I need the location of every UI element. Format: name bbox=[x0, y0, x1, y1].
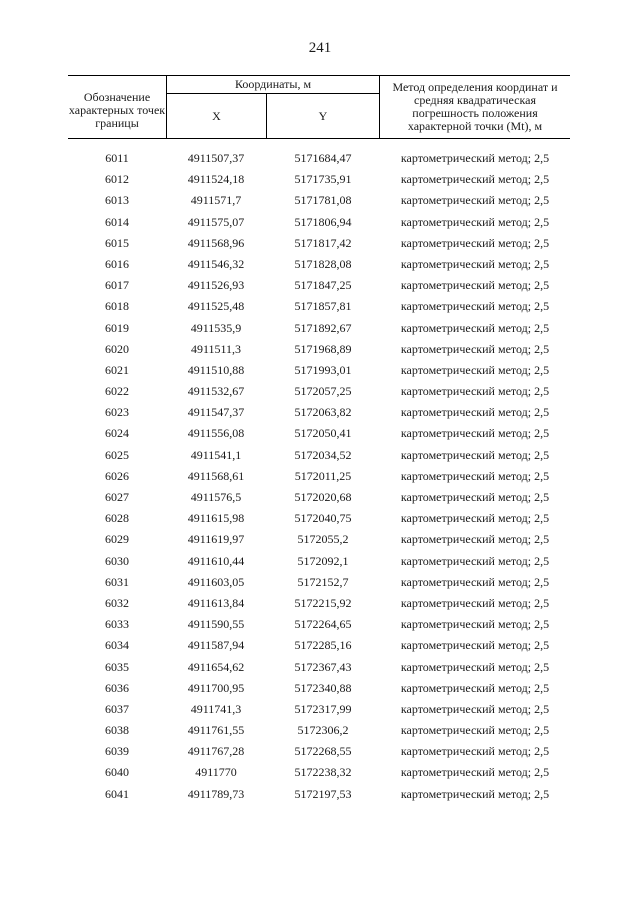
row-x: 4911654,62 bbox=[187, 659, 245, 674]
row-method: картометрический метод; 2,5 bbox=[400, 214, 550, 229]
row-method: картометрический метод; 2,5 bbox=[400, 468, 550, 483]
row-point: 6030 bbox=[105, 553, 129, 568]
header-method-label: Метод определения координат и средняя квадратическая погрешность положения характерной точки (Mt), м bbox=[392, 80, 558, 133]
table-row bbox=[68, 657, 570, 678]
row-x: 4911767,28 bbox=[187, 744, 245, 759]
row-x: 4911571,7 bbox=[190, 193, 242, 208]
table-header bbox=[68, 75, 570, 139]
table-row bbox=[68, 212, 570, 233]
row-method: картометрический метод; 2,5 bbox=[400, 744, 550, 759]
table-row bbox=[68, 360, 570, 381]
row-y: 5171828,08 bbox=[294, 256, 352, 271]
row-point: 6036 bbox=[105, 680, 129, 695]
table-row bbox=[68, 572, 570, 593]
row-method: картометрический метод; 2,5 bbox=[400, 256, 550, 271]
table-row bbox=[68, 593, 570, 614]
row-method: картометрический метод; 2,5 bbox=[400, 765, 550, 780]
table-row bbox=[68, 381, 570, 402]
row-y: 5172057,25 bbox=[294, 384, 352, 399]
header-point-label: Обозначение характерных точек границы bbox=[68, 89, 166, 130]
row-method: картометрический метод; 2,5 bbox=[400, 595, 550, 610]
row-method: картометрический метод; 2,5 bbox=[400, 426, 550, 441]
row-method: картометрический метод; 2,5 bbox=[400, 447, 550, 462]
row-point: 6019 bbox=[105, 320, 129, 335]
row-x: 4911590,55 bbox=[187, 617, 245, 632]
row-method: картометрический метод; 2,5 bbox=[400, 532, 550, 547]
table-row bbox=[68, 635, 570, 656]
row-y: 5172264,65 bbox=[294, 617, 352, 632]
row-method: картометрический метод; 2,5 bbox=[400, 278, 550, 293]
row-method: картометрический метод; 2,5 bbox=[400, 362, 550, 377]
row-method: картометрический метод; 2,5 bbox=[400, 638, 550, 653]
row-x: 4911546,32 bbox=[187, 256, 245, 271]
row-x: 4911510,88 bbox=[187, 362, 245, 377]
row-method: картометрический метод; 2,5 bbox=[400, 786, 550, 801]
row-y: 5171781,08 bbox=[294, 193, 352, 208]
table-row bbox=[68, 508, 570, 529]
row-method: картометрический метод; 2,5 bbox=[400, 172, 550, 187]
row-point: 6028 bbox=[105, 511, 129, 526]
row-y: 5172034,52 bbox=[294, 447, 352, 462]
row-y: 5171857,81 bbox=[294, 299, 352, 314]
row-point: 6024 bbox=[105, 426, 129, 441]
row-point: 6039 bbox=[105, 744, 129, 759]
table-row bbox=[68, 339, 570, 360]
table-row bbox=[68, 466, 570, 487]
row-x: 4911535,9 bbox=[190, 320, 242, 335]
row-y: 5172340,88 bbox=[294, 680, 352, 695]
row-x: 4911700,95 bbox=[187, 680, 245, 695]
row-y: 5171817,42 bbox=[294, 235, 352, 250]
row-x: 4911532,67 bbox=[187, 384, 245, 399]
row-method: картометрический метод; 2,5 bbox=[400, 193, 550, 208]
row-y: 5172152,7 bbox=[297, 574, 349, 589]
row-x: 4911556,08 bbox=[187, 426, 245, 441]
row-method: картометрический метод; 2,5 bbox=[400, 680, 550, 695]
row-x: 4911547,37 bbox=[187, 405, 245, 420]
row-method: картометрический метод; 2,5 bbox=[400, 701, 550, 716]
row-y: 5172367,43 bbox=[294, 659, 352, 674]
row-y: 5171847,25 bbox=[294, 278, 352, 293]
row-point: 6021 bbox=[105, 362, 129, 377]
row-method: картометрический метод; 2,5 bbox=[400, 511, 550, 526]
row-y: 5172215,92 bbox=[294, 595, 352, 610]
row-point: 6015 bbox=[105, 235, 129, 250]
row-point: 6012 bbox=[105, 172, 129, 187]
row-y: 5172055,2 bbox=[297, 532, 349, 547]
row-point: 6014 bbox=[105, 214, 129, 229]
row-point: 6020 bbox=[105, 341, 129, 356]
row-method: картометрический метод; 2,5 bbox=[400, 723, 550, 738]
row-point: 6011 bbox=[105, 151, 129, 165]
row-method: картометрический метод; 2,5 bbox=[400, 659, 550, 674]
row-point: 6034 bbox=[105, 638, 129, 653]
table-row bbox=[68, 318, 570, 339]
row-x: 4911568,61 bbox=[187, 468, 245, 483]
row-y: 5172197,53 bbox=[294, 786, 352, 801]
row-x: 4911576,5 bbox=[190, 490, 242, 504]
row-point: 6035 bbox=[105, 659, 129, 674]
row-point: 6032 bbox=[105, 595, 129, 610]
row-point: 6040 bbox=[105, 765, 129, 780]
row-method: картометрический метод; 2,5 bbox=[400, 299, 550, 314]
row-point: 6038 bbox=[105, 723, 129, 738]
row-y: 5172285,16 bbox=[294, 638, 352, 653]
row-y: 5172020,68 bbox=[294, 490, 352, 504]
row-y: 5172040,75 bbox=[294, 511, 352, 526]
table-row bbox=[68, 741, 570, 762]
row-method: картометрический метод; 2,5 bbox=[400, 617, 550, 632]
row-y: 5172306,2 bbox=[297, 723, 349, 738]
row-method: картометрический метод; 2,5 bbox=[400, 235, 550, 250]
table-row bbox=[68, 529, 570, 550]
row-point: 6023 bbox=[105, 405, 129, 420]
row-x: 4911741,3 bbox=[190, 701, 242, 716]
row-point: 6018 bbox=[105, 299, 129, 314]
table-row bbox=[68, 148, 570, 169]
row-y: 5171735,91 bbox=[294, 172, 352, 187]
table-row bbox=[68, 402, 570, 423]
row-point: 6033 bbox=[105, 617, 129, 632]
row-method: картометрический метод; 2,5 bbox=[400, 341, 550, 356]
row-point: 6029 bbox=[105, 532, 129, 547]
table-row bbox=[68, 169, 570, 190]
row-point: 6026 bbox=[105, 468, 129, 483]
row-y: 5172063,82 bbox=[294, 405, 352, 420]
table-row bbox=[68, 784, 570, 805]
table-row bbox=[68, 233, 570, 254]
row-y: 5171993,01 bbox=[294, 362, 352, 377]
row-x: 4911587,94 bbox=[187, 638, 245, 653]
row-x: 4911524,18 bbox=[187, 172, 245, 187]
row-x: 4911526,93 bbox=[187, 278, 245, 293]
row-method: картометрический метод; 2,5 bbox=[400, 320, 550, 335]
row-method: картометрический метод; 2,5 bbox=[400, 384, 550, 399]
row-y: 5172092,1 bbox=[297, 553, 349, 568]
row-point: 6041 bbox=[105, 786, 129, 801]
table-row bbox=[68, 423, 570, 444]
table-row bbox=[68, 614, 570, 635]
row-y: 5172011,25 bbox=[294, 468, 352, 483]
row-method: картометрический метод; 2,5 bbox=[400, 574, 550, 589]
table-row bbox=[68, 762, 570, 783]
coordinates-table-body bbox=[68, 148, 570, 805]
row-x: 4911511,3 bbox=[190, 341, 242, 356]
row-y: 5172050,41 bbox=[294, 426, 352, 441]
row-method: картометрический метод; 2,5 bbox=[400, 151, 550, 165]
row-x: 4911541,1 bbox=[190, 447, 242, 462]
row-y: 5172317,99 bbox=[294, 701, 352, 716]
table-row bbox=[68, 720, 570, 741]
row-x: 4911761,55 bbox=[187, 723, 245, 738]
header-y-label: Y bbox=[266, 94, 380, 138]
row-x: 4911575,07 bbox=[187, 214, 245, 229]
row-point: 6022 bbox=[105, 384, 129, 399]
row-point: 6013 bbox=[105, 193, 129, 208]
row-method: картометрический метод; 2,5 bbox=[400, 553, 550, 568]
page-number: 241 bbox=[308, 40, 332, 56]
table-row bbox=[68, 487, 570, 508]
row-point: 6017 bbox=[105, 278, 129, 293]
table-row bbox=[68, 275, 570, 296]
table-row bbox=[68, 678, 570, 699]
table-row bbox=[68, 296, 570, 317]
header-coords-label: Координаты, м bbox=[166, 76, 380, 94]
row-x: 4911507,37 bbox=[187, 151, 245, 165]
row-point: 6031 bbox=[105, 574, 129, 589]
row-method: картометрический метод; 2,5 bbox=[400, 490, 550, 504]
row-y: 5171806,94 bbox=[294, 214, 352, 229]
header-x-label: X bbox=[166, 94, 266, 138]
row-y: 5172238,32 bbox=[294, 765, 352, 780]
row-method: картометрический метод; 2,5 bbox=[400, 405, 550, 420]
table-row bbox=[68, 254, 570, 275]
table-row bbox=[68, 445, 570, 466]
row-y: 5171684,47 bbox=[294, 151, 352, 165]
table-row bbox=[68, 699, 570, 720]
row-x: 4911613,84 bbox=[187, 595, 245, 610]
row-y: 5172268,55 bbox=[294, 744, 352, 759]
row-x: 4911603,05 bbox=[187, 574, 245, 589]
row-x: 4911610,44 bbox=[187, 553, 245, 568]
row-point: 6037 bbox=[105, 701, 129, 716]
row-x: 4911525,48 bbox=[187, 299, 245, 314]
row-point: 6016 bbox=[105, 256, 129, 271]
row-x: 4911770 bbox=[195, 765, 237, 780]
row-x: 4911568,96 bbox=[187, 235, 245, 250]
row-y: 5171892,67 bbox=[294, 320, 352, 335]
row-point: 6027 bbox=[105, 490, 129, 504]
row-point: 6025 bbox=[105, 447, 129, 462]
table-row bbox=[68, 551, 570, 572]
row-x: 4911789,73 bbox=[187, 786, 245, 801]
row-y: 5171968,89 bbox=[294, 341, 352, 356]
table-row bbox=[68, 190, 570, 211]
row-x: 4911619,97 bbox=[187, 532, 245, 547]
row-x: 4911615,98 bbox=[187, 511, 245, 526]
